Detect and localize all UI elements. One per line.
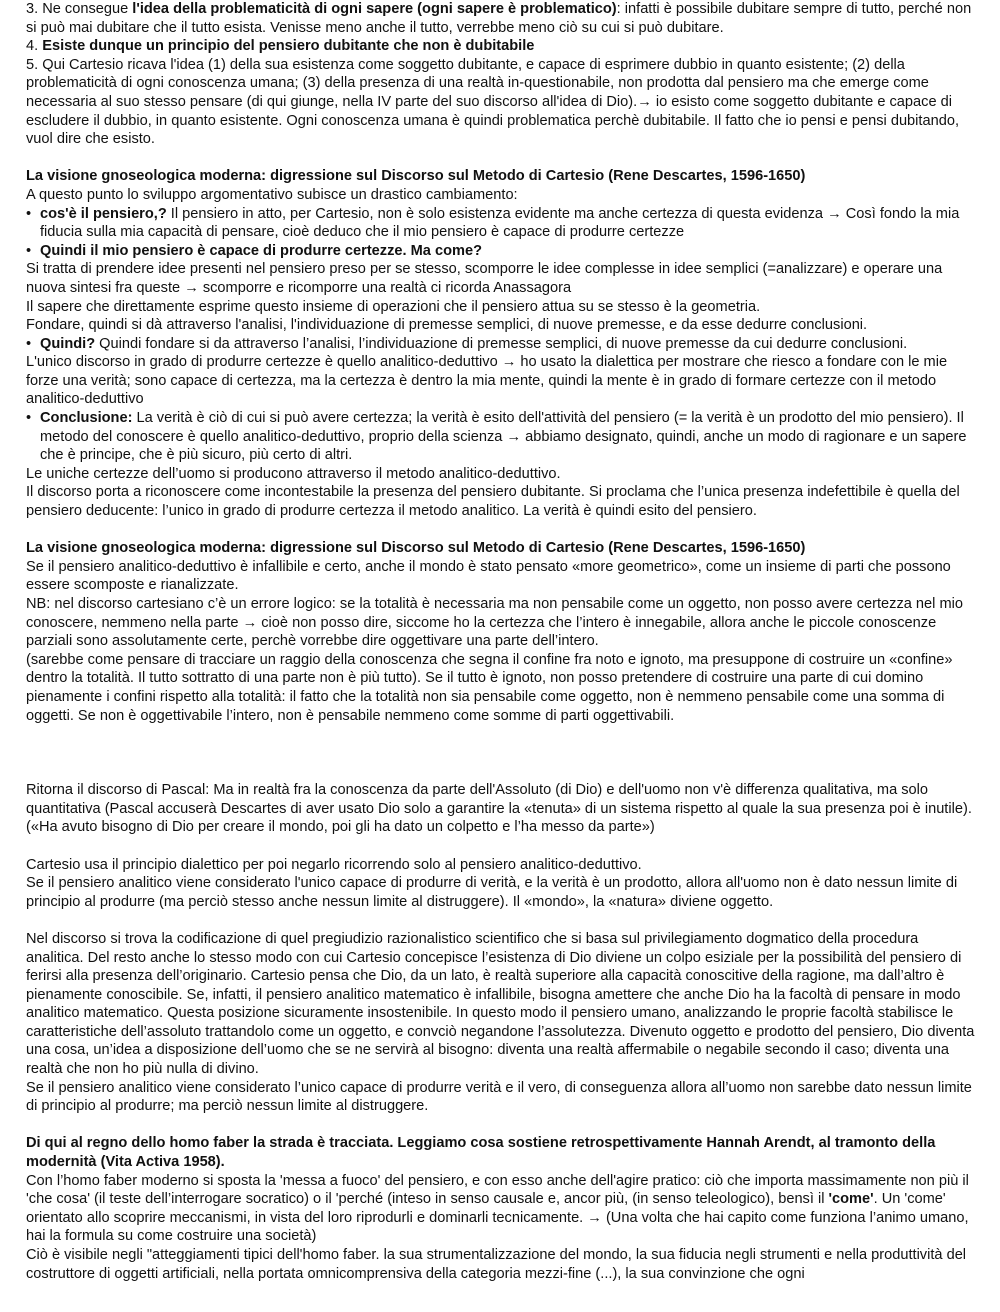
- bullet-item-4: [26, 409, 978, 465]
- bullet-1-emphasis: cos'è il pensiero,?: [40, 205, 167, 222]
- paragraph-emphasis: 'come': [828, 1191, 874, 1208]
- spacer: [26, 149, 978, 168]
- spacer: [26, 725, 978, 781]
- section-1-paragraph-5: Le uniche certezze dell’uomo si producono attraverso il metodo analitico-deduttivo.: [26, 465, 561, 482]
- heading-text: Di qui al regno dello homo faber la strada è tracciata. Leggiamo cosa sostiene retrospettivamente Hannah Arendt, al tramonto della modernità (Vita Activa 1958).: [26, 1135, 936, 1171]
- paragraph-item-3: [26, 0, 978, 37]
- section-1-paragraph-3: Fondare, quindi si dà attraverso l'analisi, l'individuazione di premesse semplici, di nuove premesse, e da esse dedurre conclusioni.: [26, 317, 868, 334]
- section-3-paragraph-1: Ritorna il discorso di Pascal: Ma in realtà fra la conoscenza da parte dell'Assoluto (di Dio) e dell'uomo non v'è differenza qualitativa, ma solo quantitativa (Pascal accuserà Descartes di aver usato Dio solo a garantire la «tenuta» di un sistema rispetto al quale la sua presenza poi è inutile). («Ha avuto bisogno di Dio per creare il mondo, poi gli ha dato un colpetto e l’ha messo da parte»): [26, 782, 972, 836]
- paragraph-item-5: 5. Qui Cartesio ricava l'idea (1) della sua esistenza come soggetto dubitante, e capace di esprimere dubbio in quanto esistente; (2) della problematicità di ogni conoscenza umana; (3) della presenza di una realtà in-questionabile, non prodotta dal pensiero ma che emerge come necessaria al suo stesso pensare (di qui giunge, nella IV parte del suo discorso all'idea di Dio).→ io esisto come soggetto dubitante e capace di escludere il dubbio, in quanto esistente. Ogni conoscenza umana è quindi problematica perchè dubitabile. Il fatto che io pensi e pensi dubitando, vuol dire che esisto.: [26, 56, 959, 148]
- section-2-paragraph-1: Se il pensiero analitico-deduttivo è infallibile e certo, anche il mondo è stato pensato «more geometrico», come un insieme di parti che possono essere scomposte e rianalizzate.: [26, 558, 951, 594]
- spacer: [26, 911, 978, 930]
- heading-text: La visione gnoseologica moderna: digressione sul Discorso sul Metodo di Cartesio (Rene Descartes, 1596-1650): [26, 540, 806, 557]
- bullet-4-text: La verità è ciò di cui si può avere certezza; la verità è esito dell'attività del pensiero (= la verità è un prodotto del mio pensiero). Il metodo del conoscere è quello analitico-deduttivo, proprio della scienza → abbiamo designato, quindi, anche un modo di ragionare e un sapere che è principe, che è più sicuro, più certo di altri.: [40, 410, 967, 464]
- section-2-paragraph-3: (sarebbe come pensare di tracciare un raggio della conoscenza che segna il confine fra noto e ignoto, ma presuppone di costruire un «confine» dentro la totalità. Il tutto sottratto di una parte non è più tutto). Se il tutto è ignoto, non posso pretendere di costruire una parte di cui domino pienamente i confini rispetto alla totalità: il fatto che la totalità non sia pensabile come oggetto, non è nemmeno pensabile come una somma di oggetti. Se non è oggettivabile l’intero, non è pensabile nemmeno come somme di parti oggettivabili.: [26, 651, 953, 724]
- bullet-4-emphasis: Conclusione:: [40, 410, 133, 427]
- item-4-emphasis: Esiste dunque un principio del pensiero dubitante che non è dubitabile: [42, 38, 535, 55]
- section-3-paragraph-5: Se il pensiero analitico viene considerato l’unico capace di produrre verità e il vero, di conseguenza allora all’uomo non sarebbe dato nessun limite di principio al produrre; ma perciò nessun limite al distruggere.: [26, 1079, 972, 1115]
- spacer: [26, 837, 978, 856]
- spacer: [26, 1116, 978, 1135]
- section-1-intro: A questo punto lo sviluppo argomentativo subisce un drastico cambiamento:: [26, 186, 518, 203]
- paragraph-text: . Un 'come' orientato allo scoprire meccanismi, in vista del loro riprodurli e dominarli tecnicamente. → (Una volta che hai capito come funziona l’animo umano, hai la formula su come costruire una società): [26, 1191, 969, 1245]
- section-3-paragraph-2: Cartesio usa il principio dialettico per poi negarlo ricorrendo solo al pensiero analitico-deduttivo.: [26, 856, 642, 873]
- section-heading-2: [26, 539, 978, 558]
- item-3-text: : infatti è possibile dubitare sempre di tutto, perché non si può mai dubitare che il tutto esista. Venisse meno anche il tutto, verrebbe meno ciò su cui si può dubitare.: [26, 1, 972, 36]
- section-heading-1: [26, 167, 978, 186]
- section-1-paragraph-2: Il sapere che direttamente esprime questo insieme di operazioni che il pensiero attua su se stesso è la geometria.: [26, 298, 761, 315]
- bullet-item-3: [26, 335, 978, 354]
- heading-text: La visione gnoseologica moderna: digressione sul Discorso sul Metodo di Cartesio (Rene Descartes, 1596-1650): [26, 168, 806, 185]
- section-1-paragraph-6: Il discorso porta a riconoscere come incontestabile la presenza del pensiero dubitante. Si proclama che l’unica presenza indefettibile è quella del pensiero deducente: l’unico in grado di produrre certezza il metodo analitico. La verità è quindi esito del pensiero.: [26, 484, 960, 520]
- bullet-3-text: Quindi fondare si da attraverso l’analisi, l’individuazione di premesse semplici, di nuove premesse da cui dedurre conclusioni.: [95, 335, 908, 352]
- section-heading-4: [26, 1134, 978, 1171]
- bullet-item-2: [26, 242, 978, 261]
- section-3-paragraph-3: Se il pensiero analitico viene considerato l'unico capace di produrre di verità, e la verità è un prodotto, allora all'uomo non è dato nessun limite di principio al produrre (ma perciò stesso anche nessun limite al distruggere). Il «mondo», la «natura» diviene oggetto.: [26, 875, 958, 910]
- bullet-1-text: Il pensiero in atto, per Cartesio, non è solo esistenza evidente ma anche certezza di questa evidenza → Così fondo la mia fiducia sulla mia capacità di pensare, cioè deduco che il mio pensiero è capace di produrre certezze: [40, 205, 960, 241]
- spacer: [26, 521, 978, 540]
- section-4-paragraph-2: Ciò è visibile negli "atteggiamenti tipici dell'homo faber. la sua strumentalizzazione del mondo, la sua fiducia negli strumenti e nella produttività del costruttore di oggetti artificiali, nella portata omnicomprensiva della categoria mezzi-fine (...), la sua convinzione che ogni: [26, 1247, 967, 1282]
- bullet-item-1: [26, 205, 978, 242]
- section-1-paragraph-1: Si tratta di prendere idee presenti nel pensiero preso per se stesso, scomporre le idee complesse in idee semplici (=analizzare) e operare una nuova sintesi fra queste → scomporre e ricomporre una realtà ci ricorda Anassagora: [26, 261, 943, 296]
- section-2-paragraph-2: NB: nel discorso cartesiano c’è un errore logico: se la totalità è necessaria ma non pensabile come un oggetto, non posso avere certezza nel mio conoscere, nemmeno nella parte → cioè non posso dire, siccome ho la certezza che l’intero è innegabile, allora anche le piccole conoscenze parziali sono assolutamente certe, perchè vorrebbe dire oggettivare una parte dell’intero.: [26, 596, 963, 650]
- section-1-paragraph-4: L'unico discorso in grado di produrre certezze è quello analitico-deduttivo → ho usato la dialettica per mostrare che riesco a fondare con le mie forze una verità; sono capace di certezza, ma la certezza è dentro la mia mente, quindi la mente è in grado di formare certezze con il metodo analitico-deduttivo: [26, 354, 948, 408]
- section-3-paragraph-4: Nel discorso si trova la codificazione di quel pregiudizio razionalistico scientifico che si basa sul privilegiamento dogmatico della procedura analitica. Del resto anche lo stesso modo con cui Cartesio concepisce l’esistenza di Dio diviene un colpo esiziale per la possibilità del pensiero di ferirsi alla presenza dell’originario. Cartesio pensa che Dio, da un lato, è realtà superiore alla capacità conoscitive della ragione, ma dall’altro è pienamente conoscibile. Se, infatti, il pensiero analitico matematico è infallibile, bisogna amettere che anche Dio ha la facoltà di pensare in modo analitico matematico. Questa posizione sicuramente insostenibile. In questo modo il pensiero umano, analizzando le proprie facoltà stabilisce le caratteristiche dell’assoluto trattandolo come un oggetto, e convciò negandone l’assolutezza. Divenuto oggetto e prodotto del pensiero, Dio diventa una cosa, un’idea a disposizione dell’uomo che se ne servirà al bisogno: diventa una realtà affermabile o negabile secondo il caso; diventa una realtà che non ho più nulla di divino.: [26, 930, 975, 1078]
- bullet-2-emphasis: Quindi il mio pensiero è capace di produrre certezze. Ma come?: [40, 242, 482, 259]
- item-4-number: 4.: [26, 38, 43, 55]
- bullet-3-emphasis: Quindi?: [40, 335, 96, 352]
- item-3-number: 3. Ne consegue: [26, 1, 133, 17]
- item-3-emphasis: l'idea della problematicità di ogni sapere (ogni sapere è problematico): [132, 1, 617, 17]
- paragraph-item-4: [26, 37, 978, 56]
- paragraph-text: Con l’homo faber moderno si sposta la 'messa a fuoco' del pensiero, e con esso anche dell'agire pratico: ciò che importa massimamente non più il 'che cosa' (il teste dell’interrogare socratico) o il 'perché (inteso in senso causale e, ancor più, (in senso teleologico), bensì il: [26, 1172, 969, 1208]
- section-4-paragraph-1: [26, 1172, 978, 1246]
